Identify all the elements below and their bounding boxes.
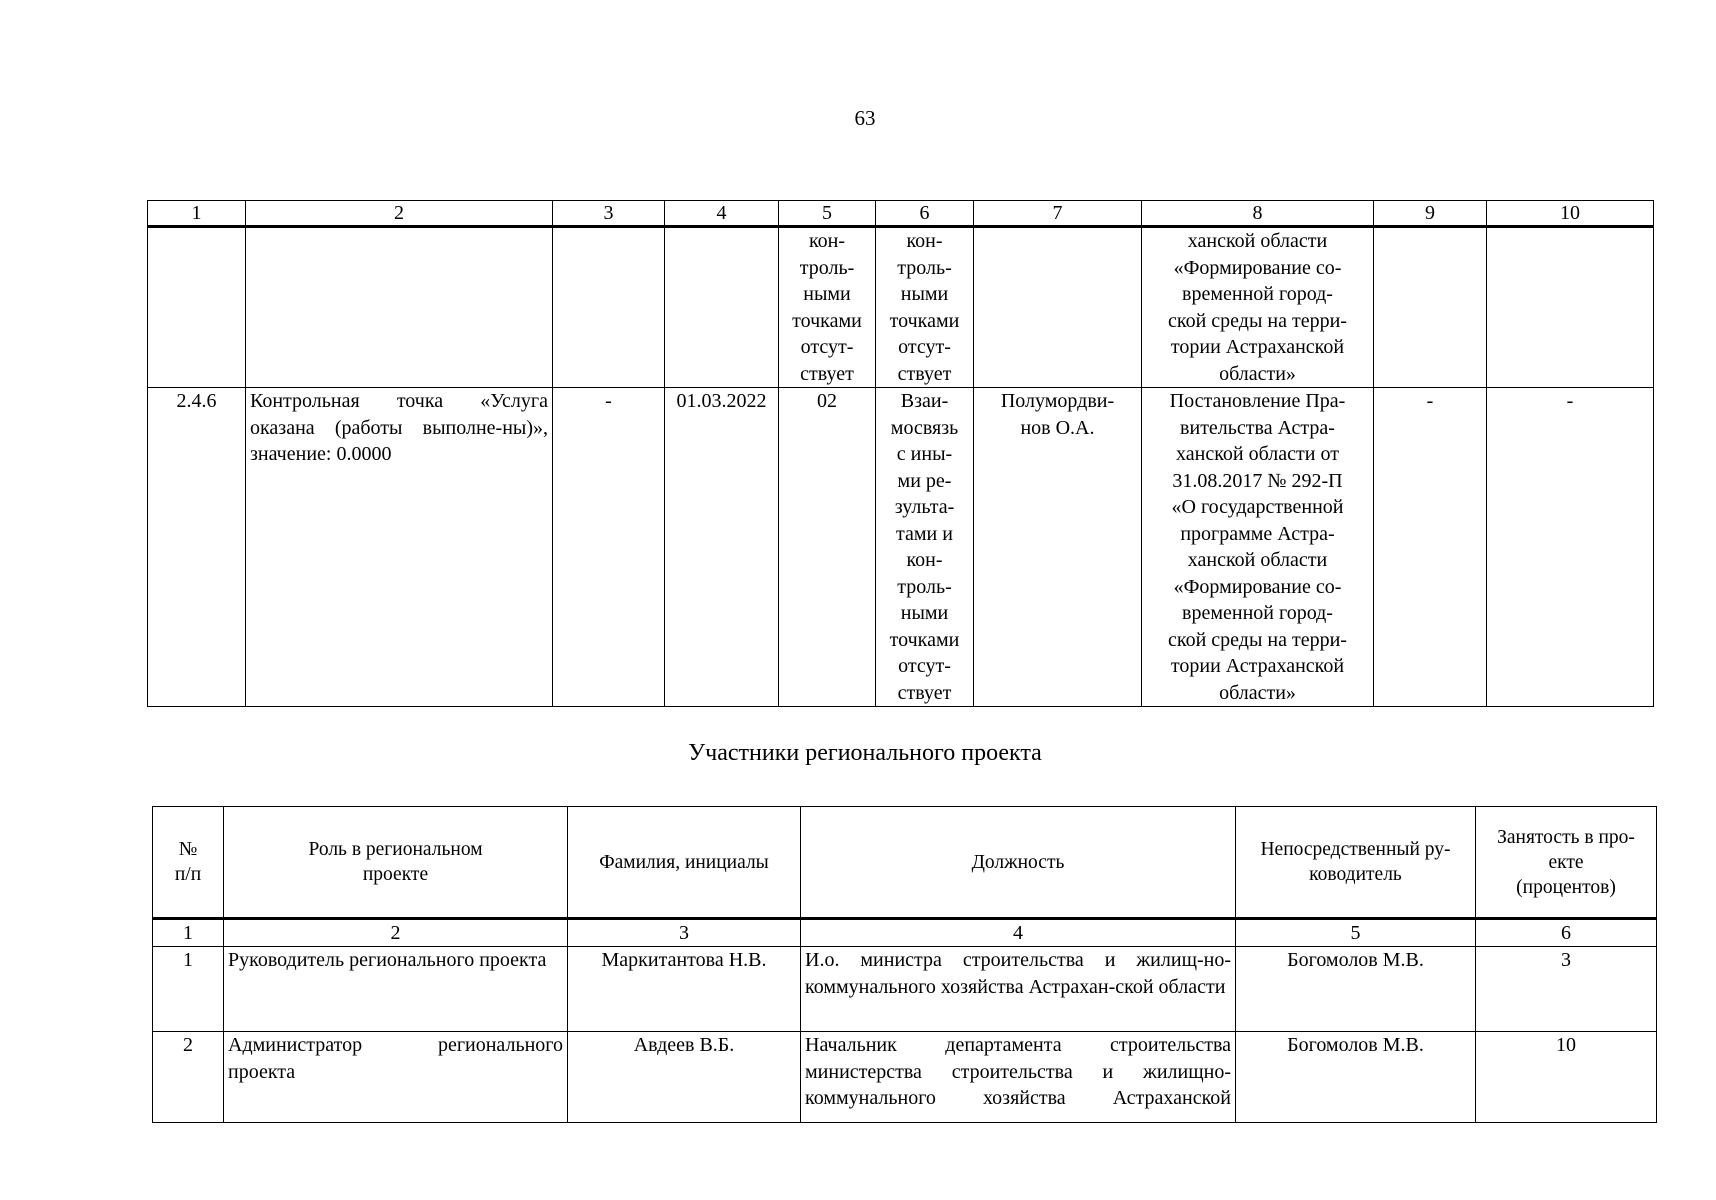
table-row [153,947,1657,1032]
column-number: 6 [1476,919,1657,947]
cell-control-point: Контрольная точка «Услуга оказана (работы выполне-ны)», значение: 0.0000 [246,388,553,707]
cell-name: Авдеев В.Б. [568,1032,801,1123]
column-number: 1 [153,919,224,947]
cell-col3: - [553,388,665,707]
header-load: Занятость в про- екте (процентов) [1476,807,1657,919]
cell-role: Руководитель регионального проекта [224,947,568,1032]
cell-number: 2.4.6 [148,388,246,707]
header-position: Должность [801,807,1236,919]
cell-col5: 02 [779,388,876,707]
cell-load: 10 [1476,1032,1657,1123]
column-number: 3 [568,919,801,947]
table-row [153,1032,1657,1123]
page-number: 63 [854,106,876,130]
participants-table [152,806,1657,1123]
cell-col10: - [1487,388,1654,707]
column-number: 5 [779,201,876,227]
column-number: 6 [876,201,974,227]
cell-number: 1 [153,947,224,1032]
column-number: 10 [1487,201,1654,227]
cell-manager: Богомолов М.В. [1236,1032,1476,1123]
column-number: 3 [553,201,665,227]
cell-relationship: Взаи- мосвязь с ины- ми ре- зульта- тами и кон- троль- ными точками отсут- ствует [876,388,974,707]
cell-controls: кон- троль- ными точками отсут- ствует [779,227,876,388]
header-name: Фамилия, инициалы [568,807,801,919]
column-number: 2 [224,919,568,947]
control-points-table [147,200,1654,707]
cell-basis-document: Постановление Пра- вительства Астра- ханской области от 31.08.2017 № 292-П «О государственной программе Астра- ханской области «Формирование со- временной город- ской среды на терри- тории Астраханской области» [1142,388,1374,707]
header-number: № п/п [153,807,224,919]
cell-col9: - [1374,388,1487,707]
cell-role: Администратор регионального проекта [224,1032,568,1123]
column-number: 5 [1236,919,1476,947]
column-number: 8 [1142,201,1374,227]
column-number: 9 [1374,201,1487,227]
cell-date: 01.03.2022 [665,388,779,707]
cell-position: И.о. министра строительства и жилищ-но-коммунального хозяйства Астрахан-ской области [801,947,1236,1032]
column-number: 2 [246,201,553,227]
cell-responsible: Полумордви- нов О.А. [974,388,1142,707]
cell-relationship: кон- троль- ными точками отсут- ствует [876,227,974,388]
header-role: Роль в региональном проекте [224,807,568,919]
table-row-2-4-6 [148,388,1654,707]
cell-basis-document: ханской области «Формирование со- временной город- ской среды на терри- тории Астраханской области» [1142,227,1374,388]
participants-header-row [153,807,1657,919]
column-number-row [148,201,1654,227]
column-number-row [153,919,1657,947]
cell-number: 2 [153,1032,224,1123]
section-title: Участники регионального проекта [688,740,1042,766]
cell-name: Маркитантова Н.В. [568,947,801,1032]
column-number: 1 [148,201,246,227]
header-manager: Непосредственный ру- ководитель [1236,807,1476,919]
column-number: 7 [974,201,1142,227]
column-number: 4 [665,201,779,227]
table-row-continuation [148,227,1654,388]
cell-manager: Богомолов М.В. [1236,947,1476,1032]
cell-load: 3 [1476,947,1657,1032]
cell-position: Начальник департамента строительства министерства строительства и жилищно-коммунального хозяйства Астраханской [801,1032,1236,1123]
column-number: 4 [801,919,1236,947]
